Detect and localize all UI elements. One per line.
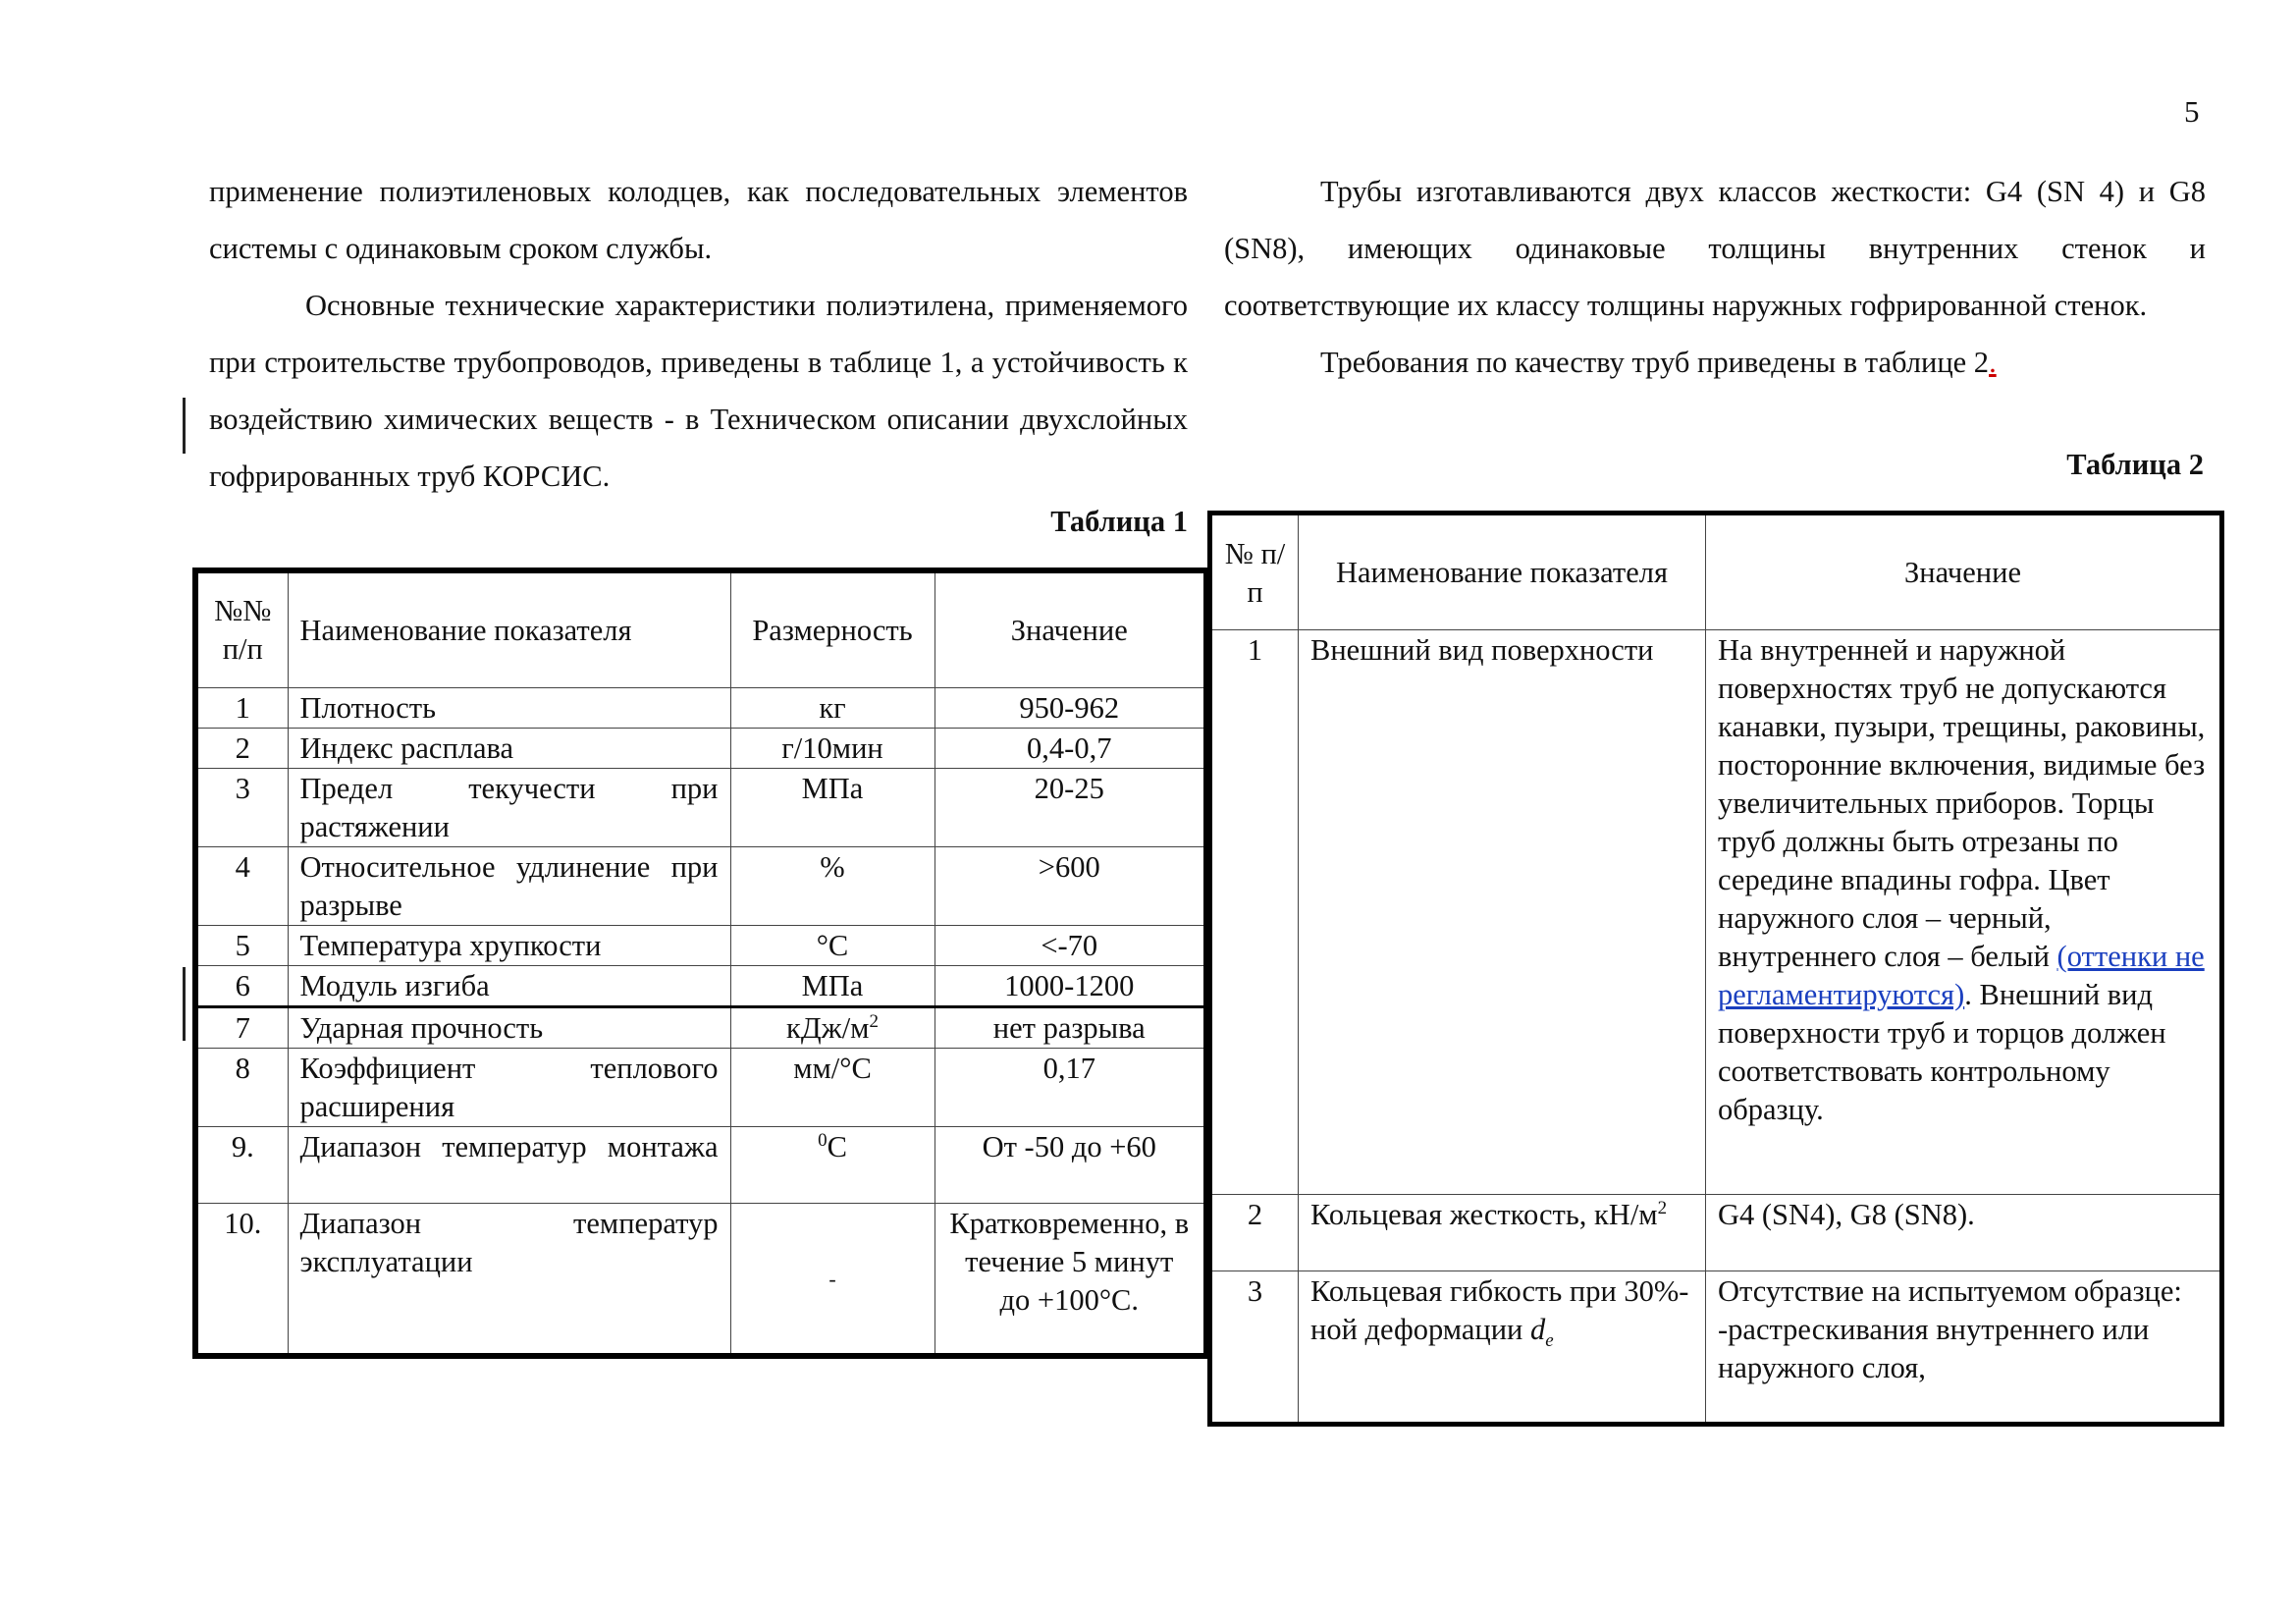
row-value (1706, 630, 2222, 1195)
row-value-text: . Внешний вид поверхности труб и торцов должен соответствовать контрольному образцу. (1718, 978, 2166, 1126)
row-name: Коэффициент теплового расширения (288, 1048, 730, 1126)
table-row (195, 925, 1206, 965)
row-number: 7 (195, 1006, 288, 1048)
row-number: 8 (195, 1048, 288, 1126)
row-unit: кг (730, 687, 934, 728)
row-name: Модуль изгиба (288, 965, 730, 1006)
row-unit: - (730, 1203, 934, 1356)
table2-caption: Таблица 2 (2066, 448, 2204, 481)
row-number: 6 (195, 965, 288, 1006)
row-value: Кратковременно, в течение 5 минут до +100°С. (934, 1203, 1206, 1356)
row-value: 0,4-0,7 (934, 728, 1206, 768)
revision-bar (183, 967, 186, 1041)
deformation-symbol: d (1529, 1313, 1546, 1346)
deformation-subscript: e (1545, 1330, 1554, 1352)
row-number: 3 (195, 768, 288, 846)
table1-header-unit: Размерность (730, 570, 934, 687)
revision-bar (183, 398, 186, 454)
row-unit: МПа (730, 768, 934, 846)
row-name: Диапазон температур монтажа (288, 1126, 730, 1203)
table2-header-row (1210, 514, 2222, 630)
table2-header-name: Наименование показателя (1299, 514, 1706, 630)
row-number: 4 (195, 846, 288, 925)
right-paragraph-2-text: Требования по качеству труб приведены в таблице 2 (1320, 346, 1990, 379)
regulation-link[interactable]: (оттенки не регламентируются) (1718, 940, 2205, 1011)
row-value: 950-962 (934, 687, 1206, 728)
table-row (195, 728, 1206, 768)
row-unit: °С (730, 925, 934, 965)
row-value-text: На внутренней и наружной поверхностях труб не допускаются канавки, пузыри, трещины, раковины, посторонние включения, видимые без увеличительных приборов. Торцы труб должны быть отрезаны по середине впадины гофра. Цвет наружного слоя – черный, внутреннего слоя – белый (1718, 633, 2206, 973)
row-number: 1 (1210, 630, 1299, 1195)
table-row (195, 1048, 1206, 1126)
row-name: Индекс расплава (288, 728, 730, 768)
unit-superscript: 0 (818, 1129, 828, 1151)
row-unit: % (730, 846, 934, 925)
row-value: >600 (934, 846, 1206, 925)
row-number: 9. (195, 1126, 288, 1203)
left-column-text (209, 163, 1188, 505)
row-number: 2 (195, 728, 288, 768)
row-unit: МПа (730, 965, 934, 1006)
unit-text: С (827, 1129, 847, 1163)
row-name-text: Кольцевая гибкость при 30%-ной деформации (1310, 1274, 1689, 1346)
right-paragraph-1: Трубы изготавливаются двух классов жесткости: G4 (SN 4) и G8 (SN8), имеющих одинаковые толщины внутренних стенок и соответствующие их классу толщины наружных гофрированной стенок. (1224, 175, 2206, 322)
table2-header-num: № п/п (1210, 514, 1299, 630)
table-row (195, 965, 1206, 1006)
row-name: Ударная прочность (288, 1006, 730, 1048)
row-name-text: Кольцевая жесткость, кН/м (1310, 1198, 1658, 1231)
table2 (1207, 511, 2224, 1427)
table1-header-num: №№ п/п (195, 570, 288, 687)
unit-superscript: 2 (869, 1010, 879, 1032)
row-unit (730, 1006, 934, 1048)
row-value: От -50 до +60 (934, 1126, 1206, 1203)
table2-header-value: Значение (1706, 514, 2222, 630)
table1 (192, 568, 1209, 1359)
unit-superscript: 2 (1657, 1197, 1668, 1218)
table-row (195, 1203, 1206, 1356)
row-name: Относительное удлинение при разрыве (288, 846, 730, 925)
row-value: 1000-1200 (934, 965, 1206, 1006)
table-row (1210, 630, 2222, 1195)
row-unit: мм/°С (730, 1048, 934, 1126)
table-row (1210, 1271, 2222, 1425)
row-unit (730, 1126, 934, 1203)
row-number: 5 (195, 925, 288, 965)
row-number: 2 (1210, 1195, 1299, 1271)
row-name: Предел текучести при растяжении (288, 768, 730, 846)
unit-text: кДж/м (786, 1010, 870, 1045)
table-row (195, 1006, 1206, 1048)
table1-header-name: Наименование показателя (288, 570, 730, 687)
row-name: Температура хрупкости (288, 925, 730, 965)
row-name: Диапазон температур эксплуатации (288, 1203, 730, 1356)
right-column-text (1224, 163, 2206, 391)
row-unit: г/10мин (730, 728, 934, 768)
row-value: <-70 (934, 925, 1206, 965)
row-value: Отсутствие на испытуемом образце: -растрескивания внутреннего или наружного слоя, (1706, 1271, 2222, 1425)
left-paragraph-1: применение полиэтиленовых колодцев, как последовательных элементов системы с одинаковым сроком службы. (209, 175, 1188, 265)
row-value: G4 (SN4), G8 (SN8). (1706, 1195, 2222, 1271)
table-row (195, 687, 1206, 728)
row-number: 1 (195, 687, 288, 728)
left-paragraph-2: Основные технические характеристики полиэтилена, применяемого при строительстве трубопроводов, приведены в таблице 1, а устойчивость к воздействию химических веществ - в Техническом описании двухслойных гофрированных труб КОРСИС. (209, 289, 1188, 493)
table1-header-row (195, 570, 1206, 687)
page-number: 5 (2184, 94, 2200, 129)
row-name (1299, 1195, 1706, 1271)
table1-header-value: Значение (934, 570, 1206, 687)
row-name: Плотность (288, 687, 730, 728)
row-value: нет разрыва (934, 1006, 1206, 1048)
row-name (1299, 1271, 1706, 1425)
row-number: 3 (1210, 1271, 1299, 1425)
row-number: 10. (195, 1203, 288, 1356)
table-row (195, 846, 1206, 925)
row-name: Внешний вид поверхности (1299, 630, 1706, 1195)
tracked-change-mark: . (1989, 346, 1997, 379)
table-row (195, 768, 1206, 846)
table1-caption: Таблица 1 (1050, 505, 1188, 538)
table-row (195, 1126, 1206, 1203)
row-value: 20-25 (934, 768, 1206, 846)
table-row (1210, 1195, 2222, 1271)
right-paragraph-2 (1224, 334, 2206, 391)
row-value: 0,17 (934, 1048, 1206, 1126)
